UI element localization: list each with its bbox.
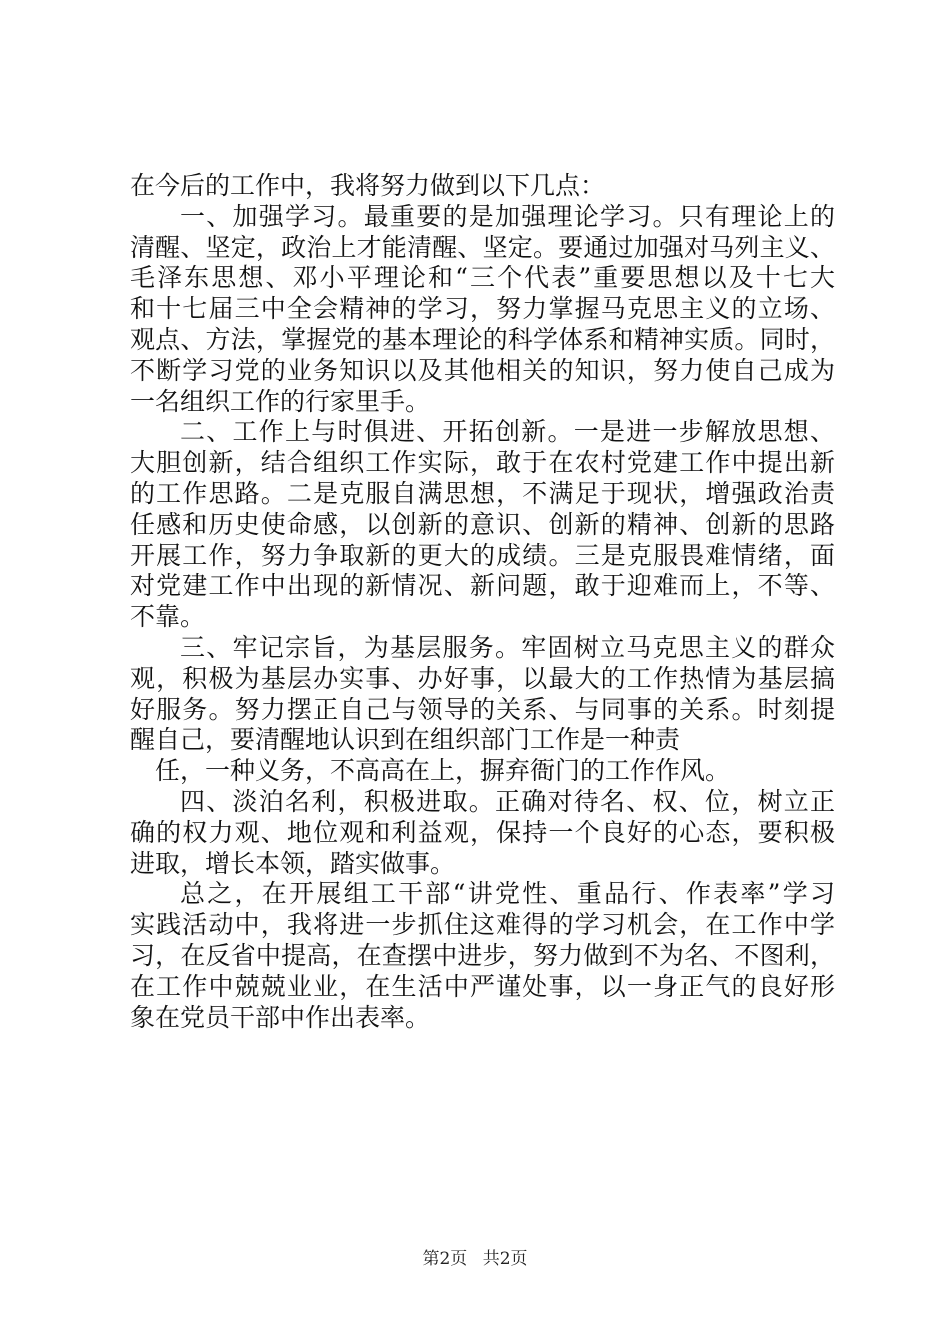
text-line: 对党建工作中出现的新情况、新问题，敢于迎难而上，不等、	[130, 571, 835, 601]
text-line: 观点、方法，掌握党的基本理论的科学体系和精神实质。同时，	[130, 324, 835, 354]
text-line: 象在党员干部中作出表率。	[130, 1002, 431, 1032]
text-line: 清醒、坚定，政治上才能清醒、坚定。要通过加强对马列主义、	[130, 232, 835, 262]
page-footer	[0, 1244, 950, 1269]
text-line: 在今后的工作中，我将努力做到以下几点：	[130, 171, 606, 200]
text-line: 在工作中兢兢业业，在生活中严谨处事，以一身正气的良好形	[130, 971, 835, 1001]
text-line: 观，积极为基层办实事、办好事，以最大的工作热情为基层搞	[130, 663, 835, 693]
text-line: 醒自己，要清醒地认识到在组织部门工作是一种责	[130, 725, 681, 755]
text-line: 一、加强学习。最重要的是加强理论学习。只有理论上的	[180, 201, 835, 231]
page-total: 共2页	[482, 1249, 528, 1269]
text-line: 实践活动中，我将进一步抓住这难得的学习机会，在工作中学	[130, 910, 835, 940]
text-line: 习，在反省中提高，在查摆中进步，努力做到不为名、不图利，	[130, 940, 835, 970]
text-line: 开展工作，努力争取新的更大的成绩。三是克服畏难情绪，面	[130, 540, 835, 570]
document-body	[130, 171, 835, 1033]
text-line: 不断学习党的业务知识以及其他相关的知识，努力使自己成为	[130, 355, 835, 385]
text-line: 任，一种义务，不高高在上，摒弃衙门的工作作风。	[155, 756, 731, 786]
text-line: 一名组织工作的行家里手。	[130, 386, 431, 416]
text-line: 进取，增长本领，踏实做事。	[130, 848, 456, 878]
text-line: 确的权力观、地位观和利益观，保持一个良好的心态，要积极	[130, 817, 835, 847]
text-line: 二、工作上与时俱进、开拓创新。一是进一步解放思想、	[180, 417, 835, 447]
text-line: 毛泽东思想、邓小平理论和“三个代表”重要思想以及十七大	[130, 263, 835, 293]
text-line: 总之，在开展组工干部“讲党性、重品行、作表率”学习	[180, 879, 835, 909]
text-line: 四、淡泊名利，积极进取。正确对待名、权、位，树立正	[180, 786, 835, 816]
text-line: 不靠。	[130, 602, 206, 632]
text-line: 好服务。努力摆正自己与领导的关系、与同事的关系。时刻提	[130, 694, 835, 724]
text-line: 大胆创新，结合组织工作实际，敢于在农村党建工作中提出新	[130, 448, 835, 478]
text-line: 任感和历史使命感，以创新的意识、创新的精神、创新的思路	[130, 509, 835, 539]
text-line: 三、牢记宗旨，为基层服务。牢固树立马克思主义的群众	[180, 632, 835, 662]
text-line: 和十七届三中全会精神的学习，努力掌握马克思主义的立场、	[130, 294, 835, 324]
page-number: 第2页	[422, 1249, 468, 1269]
text-line: 的工作思路。二是克服自满思想，不满足于现状，增强政治责	[130, 478, 835, 508]
